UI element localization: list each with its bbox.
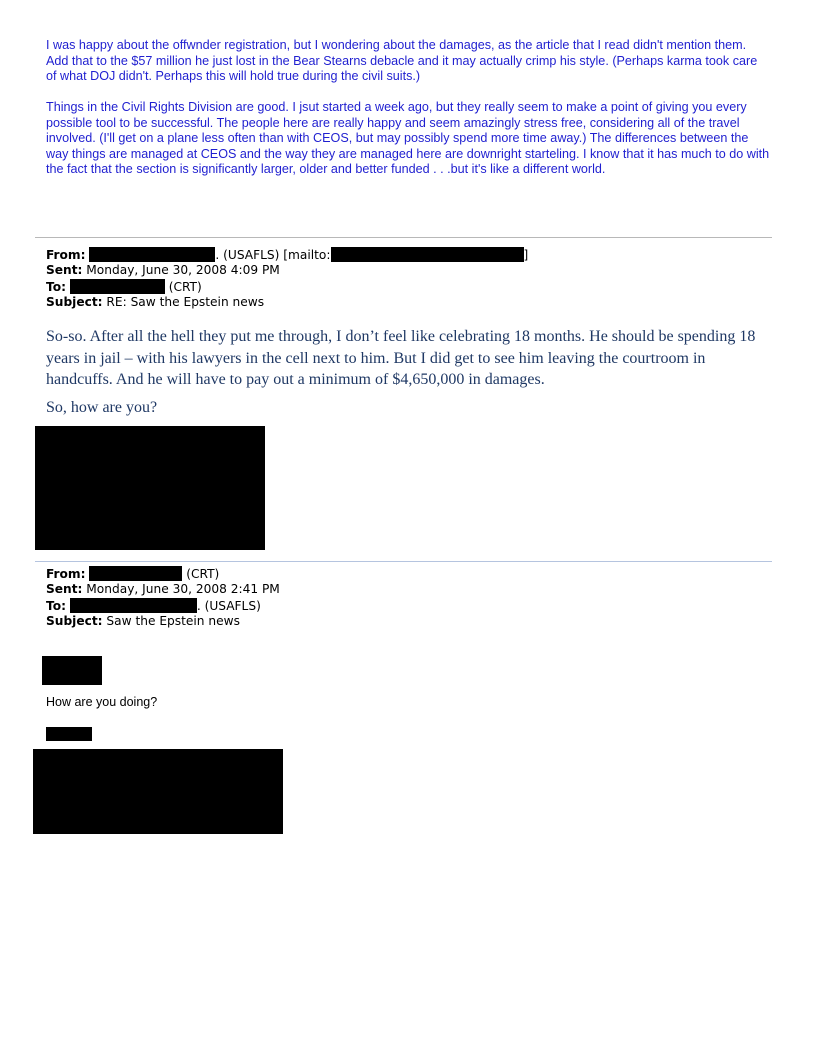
email-divider	[35, 561, 772, 562]
subject-value: Saw the Epstein news	[106, 614, 240, 628]
from-label: From:	[46, 567, 86, 581]
subject-label: Subject:	[46, 614, 103, 628]
redacted-name	[46, 727, 92, 741]
reply-body-paragraph: So-so. After all the hell they put me through, I don’t feel like celebrating 18 months. He should be spending 18 years in jail – with his lawyers in the cell next to him. But I did get to see him leaving the courtroom in handcuffs. And he will have to pay out a minimum of $4,650,000 in damages.	[46, 328, 756, 388]
sent-label: Sent:	[46, 582, 83, 596]
reply-from-line	[46, 247, 528, 264]
original-body: How are you doing?	[46, 695, 158, 709]
subject-label: Subject:	[46, 295, 103, 309]
to-label: To:	[46, 599, 66, 613]
redacted-greeting	[42, 656, 102, 685]
top-message-paragraph-1: I was happy about the offwnder registration, but I wondering about the damages, as the article that I read didn't mention them. Add that to the $57 million he just lost in the Bear Stearns debacle and it may actually crimp his style. (Perhaps karma took care of what DOJ didn't. Perhaps this will hold true during the civil suits.)	[46, 38, 758, 84]
subject-value: RE: Saw the Epstein news	[106, 295, 265, 309]
to-label: To:	[46, 280, 66, 294]
reply-body-question: So, how are you?	[46, 399, 158, 416]
redaction-block	[70, 279, 165, 294]
sent-value: Monday, June 30, 2008 4:09 PM	[86, 263, 280, 277]
from-org: . (USAFLS) [mailto:	[215, 248, 331, 262]
from-org: (CRT)	[186, 567, 220, 581]
redaction-block	[89, 566, 182, 581]
reply-subject-line	[46, 295, 264, 311]
reply-to-line	[46, 279, 202, 296]
from-close: ]	[523, 248, 529, 262]
sent-label: Sent:	[46, 263, 83, 277]
to-org: . (USAFLS)	[196, 599, 261, 613]
to-org: (CRT)	[168, 280, 202, 294]
original-to-line	[46, 598, 261, 615]
redaction-block	[331, 247, 524, 262]
original-from-line	[46, 566, 219, 583]
redaction-block	[70, 598, 197, 613]
sent-value: Monday, June 30, 2008 2:41 PM	[86, 582, 280, 596]
email-divider	[35, 237, 772, 238]
redaction-block	[89, 247, 215, 262]
redacted-signature	[35, 426, 265, 550]
original-sent-line	[46, 582, 280, 598]
from-label: From:	[46, 248, 86, 262]
reply-sent-line	[46, 263, 280, 279]
original-subject-line	[46, 614, 240, 630]
redacted-signature	[33, 749, 283, 834]
top-message-paragraph-2: Things in the Civil Rights Division are good. I jsut started a week ago, but they really seem to make a point of giving you every possible tool to be successful. The people here are really happy and seem amazingly stress free, considering all of the travel involved. (I'll get on a plane less often than with CEOS, but may possibly spend more time away.) The differences between the way things are managed at CEOS and the way they are managed here are downright starteling. I know that it has much to do with the fact that the section is significantly larger, older and better funded . . .but it's like a different world.	[46, 100, 770, 177]
